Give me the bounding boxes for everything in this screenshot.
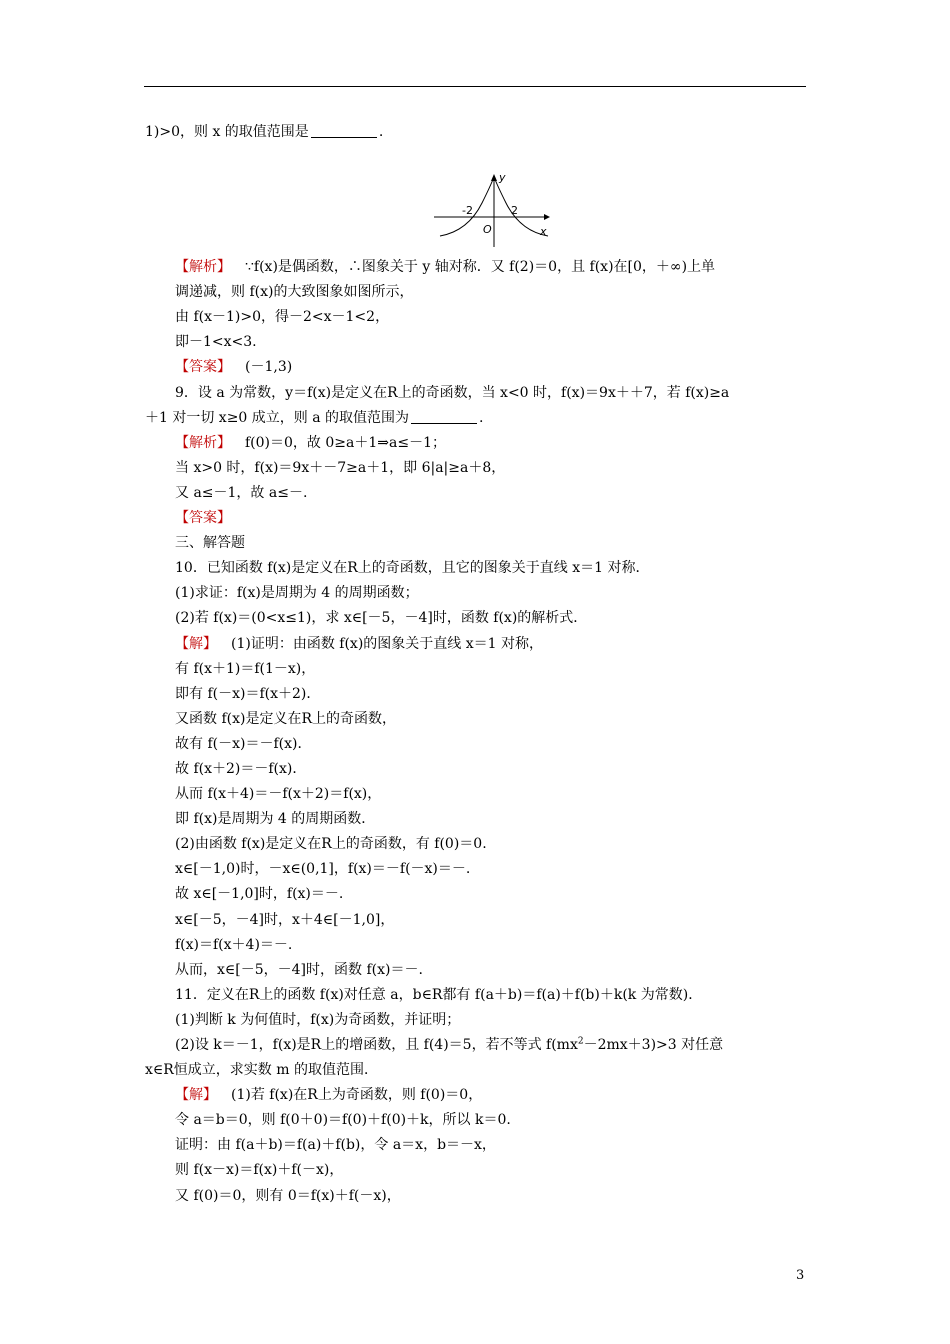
text-line [145,807,807,832]
graph-svg [432,147,552,251]
page-number: 3 [796,1268,805,1283]
solution-tag: 【解】 [175,1087,217,1104]
line-text: 由 f(x－1)>0，得－2<x－1<2， [175,309,390,326]
line-text: ＋1 对一切 x≥0 成立，则 a 的取值范围为 [145,409,410,426]
line-text: 故 x∈[－1,0]时，f(x)＝－. [175,886,344,903]
x-axis-label: x [540,225,547,239]
text-line [145,732,807,757]
text-line [145,1008,807,1033]
line-text: (－1,3) [245,359,293,376]
line-text: (2)设 k＝－1，f(x)是R上的增函数，且 f(4)＝5，若不等式 f(mx [175,1037,578,1053]
line-text: (1)若 f(x)在R上为奇函数，则 f(0)＝0， [231,1087,483,1104]
text-line [145,381,807,406]
y-axis-label: y [499,171,506,185]
line-text: 证明：由 f(a＋b)＝f(a)＋f(b)，令 a＝x，b＝－x， [175,1137,496,1154]
line-text: x∈[－1,0)时，－x∈(0,1]，f(x)＝－f(－x)＝－. [175,861,471,878]
solution-tag: 【解】 [175,635,217,652]
answer-blank [311,123,377,138]
line-text: (2)由函数 f(x)是定义在R上的奇函数，有 f(0)＝0. [175,836,487,853]
text-line [145,280,807,305]
text-line [145,707,807,732]
line-text: (1)判断 k 为何值时，f(x)为奇函数，并证明； [175,1011,461,1028]
page-content [145,120,807,1209]
line-text: 故 f(x＋2)＝－f(x)． [175,760,307,777]
line-text: . [378,124,384,140]
text-line [145,120,807,145]
text-line [145,1108,807,1133]
analysis-tag: 【解析】 [175,259,231,276]
line-text: (1)证明：由函数 f(x)的图象关于直线 x＝1 对称， [231,635,543,652]
text-line [145,757,807,782]
text-line [145,933,807,958]
text-line [145,355,807,380]
line-text: 9．设 a 为常数，y＝f(x)是定义在R上的奇函数，当 x<0 时，f(x)＝9x＋＋7，若 f(x)≥a [175,384,730,401]
line-text: 当 x>0 时，f(x)＝9x＋－7≥a＋1，即 6|a|≥a＋8， [175,459,506,476]
text-line [145,330,807,355]
line-text: f(0)＝0，故 0≥a＋1⇒a≤－1； [245,434,446,451]
analysis-tag: 【解析】 [175,434,231,451]
text-line [145,456,807,481]
line-text: 即 f(x)是周期为 4 的周期函数． [175,811,376,828]
text-line [145,857,807,882]
line-text: (1)求证：f(x)是周期为 4 的周期函数； [175,585,419,602]
line-text: 有 f(x＋1)＝f(1－x)， [175,660,316,677]
answer-tag: 【答案】 [175,510,231,527]
text-line [145,1133,807,1158]
line-text: ∵f(x)是偶函数，∴图象关于 y 轴对称．又 f(2)＝0，且 f(x)在[0，＋∞)上单 [245,259,716,276]
line-text: 又 a≤－1，故 a≤－. [175,484,308,501]
text-line [145,1184,807,1209]
line-text: 又函数 f(x)是定义在R上的奇函数， [175,710,396,727]
text-line [145,983,807,1008]
line-text: . [479,409,484,426]
text-line [145,1158,807,1183]
section-heading: 三、解答题 [175,535,245,552]
text-line [145,556,807,581]
line-text: 又 f(0)＝0，则有 0＝f(x)＋f(－x)， [175,1187,401,1204]
superscript: 2 [577,1036,584,1047]
text-line [145,832,807,857]
text-line [145,1083,807,1108]
line-text: 即－1<x<3. [175,334,257,351]
text-line [145,782,807,807]
text-line [145,908,807,933]
tick-label-neg2: -2 [462,204,473,218]
text-line [145,255,807,280]
tick-label-2: 2 [511,204,518,218]
function-graph [145,145,807,255]
answer-tag: 【答案】 [175,359,231,376]
answer-blank [411,409,477,424]
line-text: 从而 f(x＋4)＝－f(x＋2)＝f(x)， [175,786,382,803]
text-line [145,682,807,707]
line-text: －2mx＋3)>3 对任意 [583,1037,724,1053]
text-line [145,882,807,907]
text-line [145,481,807,506]
text-line [145,1033,807,1058]
line-text: 调递减，则 f(x)的大致图象如图所示， [175,284,414,301]
line-text: 则 f(x－x)＝f(x)＋f(－x)， [175,1162,344,1179]
line-text: x∈R恒成立，求实数 m 的取值范围． [145,1062,378,1079]
text-line [145,581,807,606]
text-line [145,632,807,657]
text-line [145,406,807,431]
x-axis-arrow [544,214,550,220]
line-text: f(x)＝f(x＋4)＝－. [175,936,293,953]
line-text: (2)若 f(x)＝(0<x≤1)，求 x∈[－5，－4]时，函数 f(x)的解析式． [175,610,588,627]
text-line [145,1058,807,1083]
text-line [145,531,807,556]
text-line [145,305,807,330]
text-line [145,958,807,983]
line-text: 从而，x∈[－5，－4]时，函数 f(x)＝－. [175,961,423,978]
text-line [145,606,807,631]
text-line [145,431,807,456]
line-text: 即有 f(－x)＝f(x＋2)． [175,685,321,702]
line-text: 故有 f(－x)＝－f(x)． [175,735,312,752]
line-text: 11．定义在R上的函数 f(x)对任意 a，b∈R都有 f(a＋b)＝f(a)＋f(b)＋k(k 为常数)． [175,986,703,1003]
text-line [145,506,807,531]
line-text: 1)>0，则 x 的取值范围是 [145,124,309,140]
text-line [145,657,807,682]
line-text: 10．已知函数 f(x)是定义在R上的奇函数，且它的图象关于直线 x＝1 对称． [175,560,650,577]
line-text: 令 a＝b＝0，则 f(0＋0)＝f(0)＋f(0)＋k，所以 k＝0. [175,1112,511,1129]
line-text: x∈[－5，－4]时，x＋4∈[－1,0]， [175,911,395,928]
header-rule [144,86,806,87]
origin-label: O [483,223,492,237]
